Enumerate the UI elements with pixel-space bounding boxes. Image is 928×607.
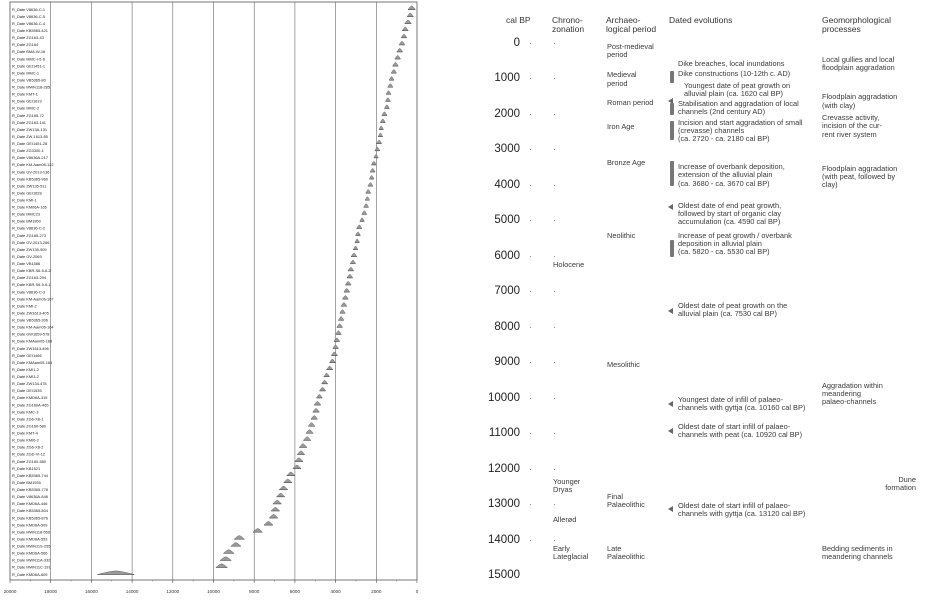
y-axis-label: 3000 [494,143,520,156]
sample-label: R_Date VB5365-80 [12,77,46,83]
grid-dot [530,291,531,292]
y-axis-label: 7000 [494,285,520,298]
sample-label: R_Date ZG160A-465 [12,402,49,408]
sample-label: R_Date ZW1613-405 [12,310,49,316]
sample-label: R_Date KMD6A-509 [12,522,48,528]
sample-label: R_Date V8636-C-4 [12,20,46,26]
sample-label: R_Date ZG164 [12,42,39,48]
grid-dot [554,327,555,328]
grid-dot [530,362,531,363]
grid-dot [554,291,555,292]
sample-label: R_Date ZW1613-496 [12,345,49,351]
archaeological-period-label: Bronze Age [607,157,646,167]
sample-label: R_Date MWN118-559 [12,529,50,535]
sample-label: R_Date MWN11C-191 [12,564,51,570]
geomorphological-process-text: Bedding sediments in meandering channels [822,543,893,562]
sample-label: R_Date MMC-1 [12,70,40,76]
x-tick-label: 16000 [85,589,98,594]
grid-dot [554,433,555,434]
sample-label: R_Date ZG160-580 [12,423,46,429]
sample-label: R_Date KMD6A-566 [12,550,48,556]
x-tick-label: 14000 [125,589,139,594]
y-axis-label: 4000 [494,178,520,191]
dated-evolution-text: Increase of peat growth / overbank deposition in alluvial plain (ca. 5820 - ca. 5530 cal BP) [678,231,792,257]
oxcal-multiplot [0,0,440,607]
grid-dot [530,504,531,505]
sample-label: R_Date KMT-1 [12,91,38,97]
sample-label: R_Date KMI-1 [12,197,37,203]
header-archaeological-period: Archaeo- logical period [606,15,657,34]
sample-label: R_Date MMC-I-5-6 [12,56,45,62]
archaeological-period-label: Mesolithic [607,360,640,370]
grid-dot [530,185,531,186]
grid-dot [530,114,531,115]
header-cal-bp: cal BP [506,15,531,25]
sample-label: R_Date MMC23 [12,211,40,217]
sample-label: R_Date VB5365-306 [12,317,48,323]
geomorphological-process-text: Floodplain aggradation (with peat, followed by clay) [822,164,898,190]
sample-label: R_Date ZW135-511 [12,183,47,189]
sample-label: R_Date ZG163-43 [12,35,44,41]
dated-evolution-text: Youngest date of infill of palaeo- channels with gyttja (ca. 10160 cal BP) [678,394,806,413]
dated-range-bar [670,71,674,83]
grid-dot [554,78,555,79]
dated-evolution-text: Oldest date of start infill of palaeo- channels with gyttja (ca. 13120 cal BP) [678,500,806,518]
sample-label: R_Date MWN11S-255 [12,543,51,549]
date-pointer-arrow [668,428,673,434]
sample-label: R_Date V8636A-217 [12,155,48,161]
grid-dot [554,362,555,363]
x-tick-label: 8000 [249,589,260,594]
geomorphological-process-text: Local gullies and local floodplain aggradation [822,54,895,73]
grid-dot [554,114,555,115]
sample-label: R_Date ZG165-72 [12,112,44,118]
grid-dot [530,469,531,470]
grid-dot [554,398,555,399]
chronozone-label: Early Lateglacial [553,543,589,562]
sample-label: R_Date KMI1-2 [12,366,39,372]
archaeological-period-label: Post-medieval period [607,42,654,60]
x-tick-label: 10000 [207,589,220,594]
x-tick-label: 12000 [166,589,180,594]
sample-label: R_Date KMAam05-163 [12,359,53,365]
date-pointer-arrow [668,506,673,512]
grid-dot [530,327,531,328]
dated-range-bar [670,161,674,186]
grid-dot [554,540,555,541]
y-axis-label: 1000 [494,72,520,85]
header-dated-evolutions: Dated evolutions [669,15,733,25]
geomorphological-process-text: Floodplain aggradation (with clay) [822,92,898,110]
sample-label: R_Date ZG6-X8-2 [12,444,44,450]
grid-dot [530,220,531,221]
sample-label: R_Date KB5365-778 [12,487,48,493]
y-axis-label: 0 [513,37,520,49]
sample-label: R_Date V8636-C-3 [12,289,46,295]
sample-label: R_Date KMAam05-168 [12,338,53,344]
y-axis-label: 8000 [494,320,520,333]
sample-label: R_Date GEI1451-1 [12,63,46,69]
grid-dot [530,43,531,44]
date-pointer-arrow [668,308,673,314]
sample-label: R_Date ZG163-294 [12,275,46,281]
x-tick-label: 20000 [3,589,17,594]
sample-label: R_Date ZG163-141 [12,119,46,125]
dated-evolution-text: Oldest date of start infill of palaeo- channels with peat (ca. 10920 cal BP) [678,421,803,439]
geomorphological-process-text: Dune formation [885,474,916,492]
sample-label: R_Date GEI1451-28 [12,141,48,147]
dated-evolution-text: Oldest date of end peat growth, followed by start of organic clay accumulation (ca. 4590 cal BP) [678,200,782,226]
archaeological-period-label: Late Palaeolithic [607,543,645,562]
grid-dot [554,185,555,186]
dated-evolution-text: Oldest date of peat growth on the alluvial plain (ca. 7530 cal BP) [678,301,788,319]
sample-label: R_Date KMI6-2 [12,437,39,443]
dated-evolution-text: Youngest date of peat growth on alluvial plain (ca. 1620 cal BP) [684,81,791,99]
date-pointer-arrow [668,204,673,210]
archaeological-period-label: Medieval period [607,70,637,88]
grid-dot [530,256,531,257]
sample-label: R_Date KMI-2 [12,303,37,309]
sample-label: R_Date V8636-C-2 [12,225,46,231]
sample-label: R_Date GV-2013-266 [12,239,50,245]
sample-label: R_Date KMD6A-609 [12,571,48,577]
sample-label: R_Date GW1659-578 [12,331,50,337]
y-axis-label: 15000 [488,569,520,581]
sample-label: R_Date ZW13A-131 [12,126,48,132]
sample-label: R_Date KBR-S6-5-6-2 [12,268,51,274]
geomorphological-process-text: Aggradation within meandering palaeo-channels [822,381,883,407]
x-tick-label: 6000 [289,589,301,594]
y-axis-label: 14000 [488,533,520,546]
grid-dot [554,469,555,470]
y-axis-label: 12000 [488,462,520,475]
archaeological-period-label: Final Palaeolithic [607,491,645,509]
dated-evolution-text: Stabilisation and aggradation of local channels (2nd century AD) [678,98,799,117]
chronozone-label: Holocene [553,259,585,269]
sample-label: R_Date KM-Aam06-164 [12,324,54,330]
dated-evolution-text: Dike constructions (10-12th c. AD) [678,69,791,79]
sample-label: R_Date ZW134-478 [12,381,47,387]
sample-label: R_Date BMA-W-16 [12,49,46,55]
sample-label: R_Date ZG160-580 [12,458,46,464]
chronology-table [446,0,928,607]
y-axis-label: 10000 [488,391,520,404]
sample-label: R_Date KMT-4 [12,430,38,436]
y-axis-label: 2000 [494,107,520,120]
dated-range-bar [670,121,674,140]
sample-label: R_Date GV-2013-136 [12,169,50,175]
y-axis-label: 5000 [494,214,520,227]
chronozone-label: Younger Dryas [553,476,581,494]
sample-label: R_Date GV-2069 [12,253,42,259]
sample-label: R_Date KMI3-2 [12,374,39,380]
sample-label: R_Date VB1586 [12,261,41,267]
sample-label: R_Date KB1521 [12,465,41,471]
sample-label: R_Date KB5365-804 [12,508,48,514]
grid-dot [530,433,531,434]
sample-label: R_Date KM-Aam08-122 [12,162,54,168]
grid-dot [530,540,531,541]
sample-label: R_Date ZG165-273 [12,232,46,238]
grid-dot [530,398,531,399]
sample-label: R_Date KB5365-876 [12,515,48,521]
chronozone-label: Allerød [553,514,577,524]
sample-label: R_Date MWN118-285 [12,84,50,90]
dated-evolution-text: Dike breaches, local inundations [678,58,785,68]
archaeological-period-label: Iron Age [607,121,635,131]
y-axis-label: 6000 [494,249,520,262]
sample-label: R_Date ZW-1613-85 [12,133,48,139]
sample-label: R_Date ZGD-VI-12 [12,451,46,457]
header-chronozonation: Chrono- zonation [552,15,585,34]
sample-label: R_Date GEI1466 [12,352,42,358]
sample-label: R_Date V8636A-846 [12,494,48,500]
grid-dot [554,220,555,221]
sample-label: R_Date GEI1535 [12,388,42,394]
x-tick-label: 18000 [44,589,58,594]
sample-label: R_Date GEI1619 [12,98,42,104]
x-tick-label: 4000 [330,589,341,594]
grid-dot [554,149,555,150]
archaeological-period-label: Roman period [607,97,654,107]
sample-label: R_Date V8636-C-5 [12,13,46,19]
x-tick-label: 0 [415,589,419,594]
sample-label: R_Date KMD6A-553 [12,536,48,542]
sample-label: R_Date GEI1628 [12,190,42,196]
sample-label: R_Date KMC-3 [12,409,39,415]
dated-evolution-text: Incision and start aggradation of small (crevasse) channels (ca. 2720 - ca. 2180 cal BP) [678,117,803,143]
sample-label: R_Date BM1950 [12,218,41,224]
dated-range-bar [670,103,674,115]
x-tick-label: 2000 [371,589,382,594]
y-axis-label: 13000 [488,498,520,511]
y-axis-label: 11000 [488,427,520,440]
grid-dot [530,78,531,79]
sample-label: R_Date MWN11A-332 [12,557,51,563]
sample-label: R_Date ZW135-909 [12,246,47,252]
dated-range-bar [670,240,674,257]
archaeological-period-label: Neolithic [607,230,636,240]
sample-label: R_Date KM-Aam06-167 [12,296,54,302]
sample-label: R_Date KMD6A-315 [12,395,48,401]
grid-dot [554,256,555,257]
y-axis-label: 9000 [494,356,520,369]
sample-label: R_Date V8636-C-1 [12,6,46,12]
grid-dot [554,43,555,44]
grid-dot [530,149,531,150]
sample-label: R_Date KB5965-421 [12,28,48,34]
date-pointer-arrow [668,401,673,407]
sample-label: R_Date BM1935 [12,479,41,485]
sample-label: R_Date KBR-S6-5-6-1 [12,282,51,288]
dated-evolution-text: Increase of overbank deposition, extension of the alluvial plain (ca. 3680 - ca. 3670 cal BP) [678,162,785,188]
sample-label: R_Date KM06A-165 [12,204,47,210]
sample-label: R_Date MMC-2 [12,105,40,111]
sample-label: R_Date KB5365-960 [12,176,48,182]
sample-label: R_Date ZG3300-1 [12,148,44,154]
sample-label: R_Date KMD6A-446 [12,501,48,507]
header-geomorphological-processes: Geomorphological processes [822,15,891,34]
geomorphological-process-text: Crevasse activity, incision of the cur- rent river system [822,113,882,139]
sample-label: R_Date ZG6-X8-1 [12,416,44,422]
sample-label: R_Date KB5365-744 [12,472,48,478]
grid-dot [554,504,555,505]
